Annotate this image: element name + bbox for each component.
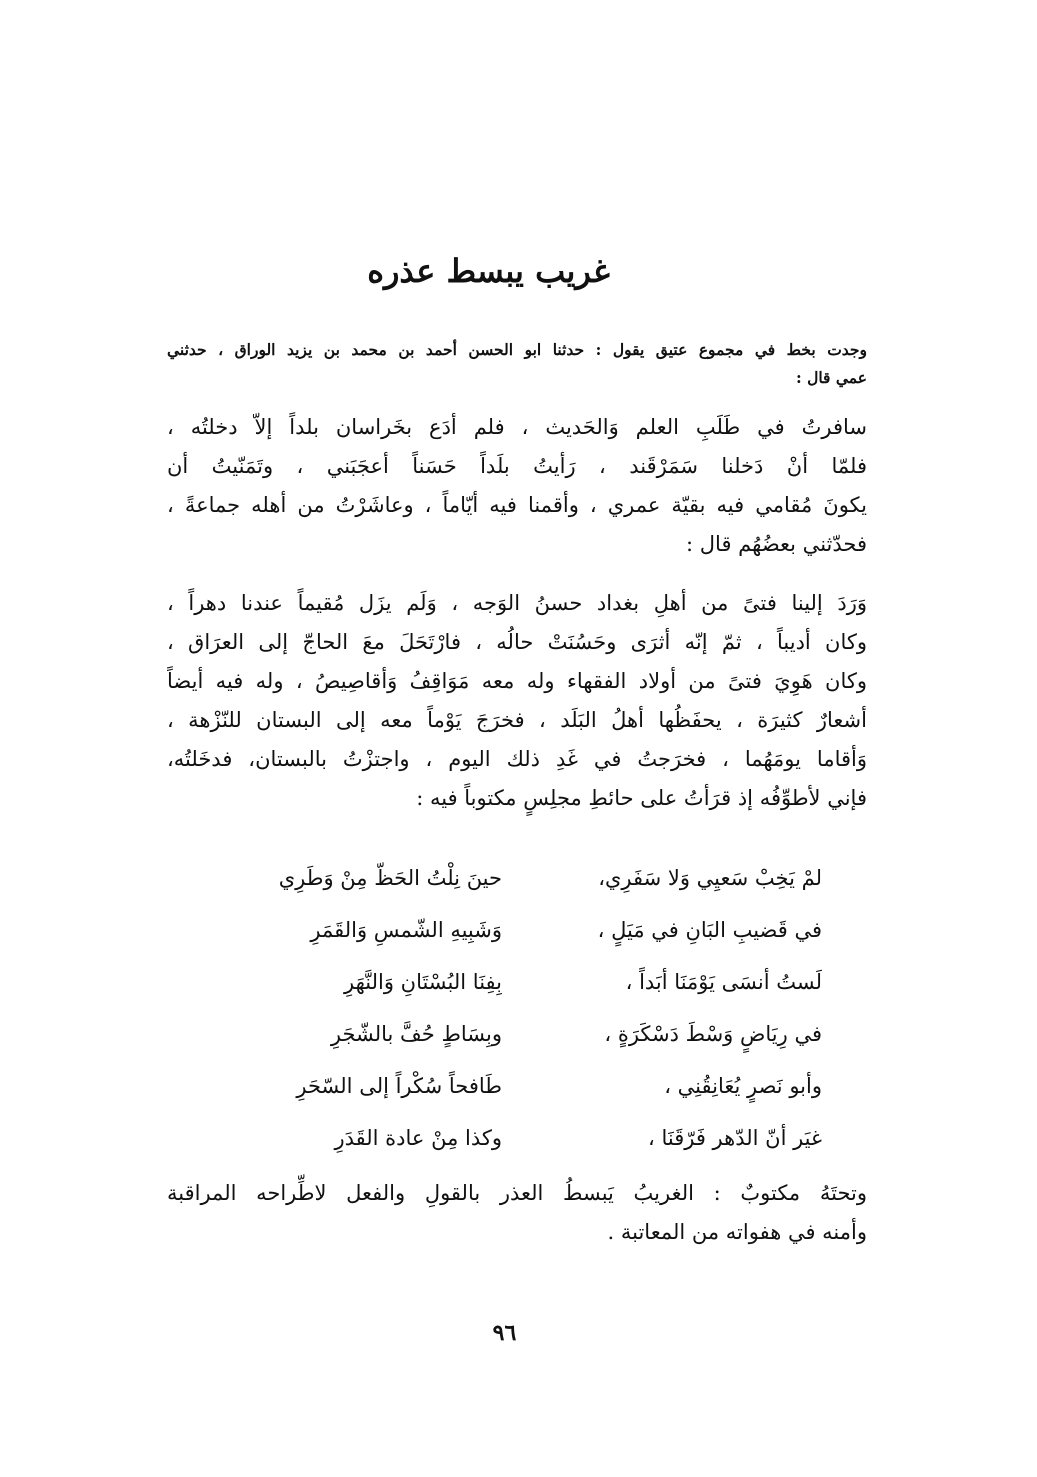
paragraph-line: سافرتُ في طَلَبِ العلم وَالحَديث ، فلم أدَع بخَراسان بلداً إلاّ دخلتُه ، (167, 415, 867, 439)
poem-verse (212, 1008, 822, 1060)
intro-paragraph (167, 336, 867, 392)
verse-second-hemistich: وَشَبِيهِ الشّمسِ وَالقَمَرِ (310, 918, 502, 942)
verse-first-hemistich: لمْ يَخِبْ سَعيِي وَلا سَفَرِي، (598, 866, 822, 890)
poem-verse (212, 1060, 822, 1112)
paragraph-line: فلمّا أنْ دَخلنا سَمَرْقَند ، رَأيتُ بلَداً حَسَناً أعجَبَني ، وتَمَنّيتُ أن (167, 454, 867, 478)
paragraph-line: فحدّثني بعضُهُم قال : (686, 532, 867, 556)
verse-second-hemistich: حينَ نِلْتُ الحَظّ مِنْ وَطَرِي (278, 866, 502, 890)
paragraph-line: وتحتَهُ مكتوبٌ : الغريبُ يَبسطُ العذر بالقولِ والفعل لاطِّراحه المراقبة (167, 1181, 867, 1205)
paragraph-line: وأمنه في هفواته من المعاتبة . (607, 1220, 867, 1244)
poem (212, 852, 822, 1164)
paragraph-2 (167, 584, 867, 818)
paragraph-1 (167, 408, 867, 564)
paragraph-line: فإني لأطوِّفُه إذ قرَأتُ على حائطِ مجلِسٍ مكتوباً فيه : (416, 786, 867, 810)
chapter-title: غريب يبسط عذره (367, 252, 610, 290)
paragraph-line: وَأقاما يومَهُما ، فخرَجتُ في غَدِ ذلك اليوم ، واجتزْتُ بالبستان، فدخَلتُه، (167, 747, 867, 771)
verse-second-hemistich: طَافحاً سُكْراً إلى السّحَرِ (296, 1074, 502, 1098)
verse-first-hemistich: غيَر أنّ الدّهر فَرّقَنَا ، (648, 1126, 822, 1150)
paragraph-3 (167, 1174, 867, 1252)
verse-second-hemistich: بِفِنَا البُسْتَانِ وَالنَّهَرِ (344, 970, 502, 994)
paragraph-line: وكان هَوِيَ فتىً من أولاد الفقهاء وله معه مَوَاقِفُ وَأقاصِيصُ ، وله فيه أيضاً (167, 669, 867, 693)
intro-line: وجدت بخط في مجموع عتيق يقول : حدثنا ابو الحسن أحمد بن محمد بن يزيد الوراق ، حدثني (167, 340, 867, 359)
paragraph-line: وَرَدَ إلينا فتىً من أهلِ بغداد حسنُ الوَجه ، وَلَم يزَل مُقيماً عندنا دهراً ، (167, 591, 867, 615)
verse-first-hemistich: في قَضيبِ البَانِ في مَيَلٍ ، (597, 918, 822, 942)
verse-second-hemistich: وبِسَاطٍ حُفَّ بالشّجَرِ (330, 1022, 502, 1046)
paragraph-line: وكان أديباً ، ثمّ إنّه أثرَى وحَسُنَتْ حالُه ، فارْتَحَلَ معَ الحاجّ إلى العرَاق ، (167, 630, 867, 654)
verse-second-hemistich: وكذا مِنْ عادة القَدَرِ (334, 1126, 502, 1150)
poem-verse (212, 1112, 822, 1164)
verse-first-hemistich: لَستُ أنسَى يَوْمَنَا أبَداً ، (625, 970, 822, 994)
poem-verse (212, 852, 822, 904)
paragraph-line: أشعارٌ كثيرَة ، يحفَظُها أهلُ البَلَد ، فخرَجَ يَوْماً معه إلى البستان للنّزْهة ، (167, 708, 867, 732)
verse-first-hemistich: وأبو نَصرٍ يُعَانِقُنِي ، (664, 1074, 822, 1098)
poem-verse (212, 956, 822, 1008)
poem-verse (212, 904, 822, 956)
page-number: ٩٦ (492, 1320, 517, 1346)
paragraph-line: يكونَ مُقامي فيه بقيّة عمري ، وأقمنا فيه أيّاماً ، وعاشَرْتُ من أهله جماعةً ، (167, 493, 867, 517)
intro-line: عمي قال : (795, 368, 867, 387)
verse-first-hemistich: في رِيَاضٍ وَسْطَ دَسْكَرَةٍ ، (604, 1022, 822, 1046)
